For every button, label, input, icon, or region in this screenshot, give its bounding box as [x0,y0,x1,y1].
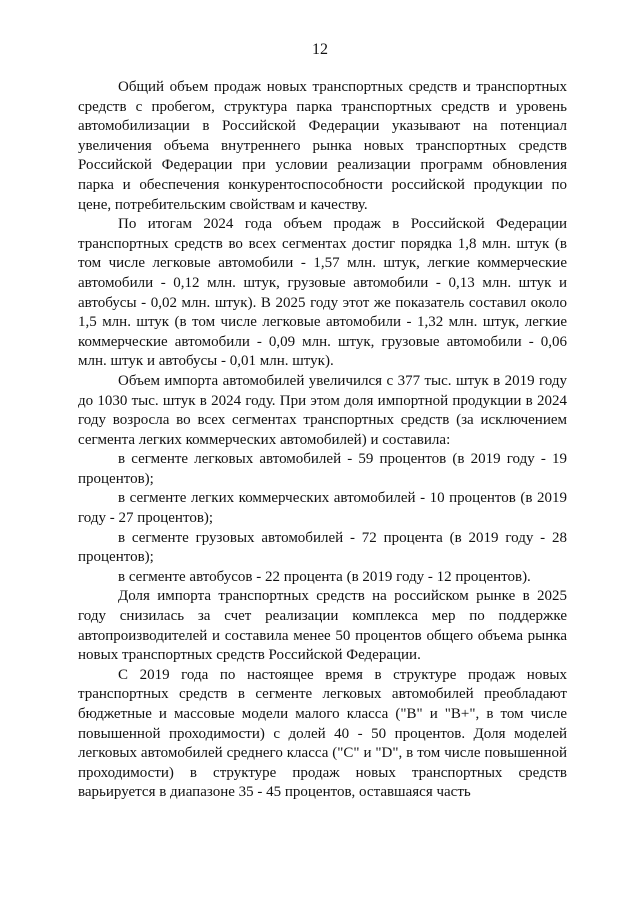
list-item-trucks: в сегменте грузовых автомобилей - 72 процента (в 2019 году - 28 процентов); [78,529,567,566]
page-number: 12 [312,41,328,58]
list-item-passenger-cars: в сегменте легковых автомобилей - 59 процентов (в 2019 году - 19 процентов); [78,451,567,487]
paragraph-sales-structure: С 2019 года по настоящее время в структуре продаж новых транспортных средств в сегменте легковых автомобилей преобладают бюджетные и массовые модели малого класса ("В" и "В+", в том числе повышенной проходимости) с долей 40 - 50 процентов. Доля моделей легковых автомобилей среднего класса ("С" и "D", в том числе повышенной проходимости) в структуре продаж новых транспортных средств варьируется в диапазоне 35 - 45 процентов, оставшаяся часть [78,666,567,801]
paragraph-import-share-2025: Доля импорта транспортных средств на российском рынке в 2025 году снизилась за счет реализации комплекса мер по поддержке автопроизводителей и составила менее 50 процентов общего объема рынка новых транспортных средств Российской Федерации. [78,588,567,664]
paragraph-sales-2024-2025: По итогам 2024 года объем продаж в Российской Федерации транспортных средств во всех сегментах достиг порядка 1,8 млн. штук (в том числе легковые автомобили - 1,57 млн. штук, легкие коммерческие автомобили - 0,12 млн. штук, грузовые автомобили - 0,13 млн. штук и автобусы - 0,02 млн. штук). В 2025 году этот же показатель составил около 1,5 млн. штук (в том числе легковые автомобили - 1,32 млн. штук, легкие коммерческие автомобили - 0,09 млн. штук, грузовые автомобили - 0,06 млн. штук и автобусы - 0,01 млн. штук). [78,216,567,370]
body-text [78,78,567,803]
paragraph-market-potential: Общий объем продаж новых транспортных средств и транспортных средств с пробегом, структура парка транспортных средств и уровень автомобилизации в Российской Федерации указывают на потенциал увеличения объема внутреннего рынка новых транспортных средств Российской Федерации при условии реализации программ обновления парка и обеспечения конкурентоспособности российской продукции по цене, потребительским свойствам и качеству. [78,79,567,213]
list-item-light-commercial: в сегменте легких коммерческих автомобилей - 10 процентов (в 2019 году - 27 процентов); [78,490,567,527]
list-item-buses: в сегменте автобусов - 22 процента (в 2019 году - 12 процентов). [118,568,531,585]
paragraph-import-volume: Объем импорта автомобилей увеличился с 377 тыс. штук в 2019 году до 1030 тыс. штук в 2024 году. При этом доля импортной продукции в 2024 году возросла во всех сегментах транспортных средств (за исключением сегмента легких коммерческих автомобилей) и составила: [78,372,567,448]
